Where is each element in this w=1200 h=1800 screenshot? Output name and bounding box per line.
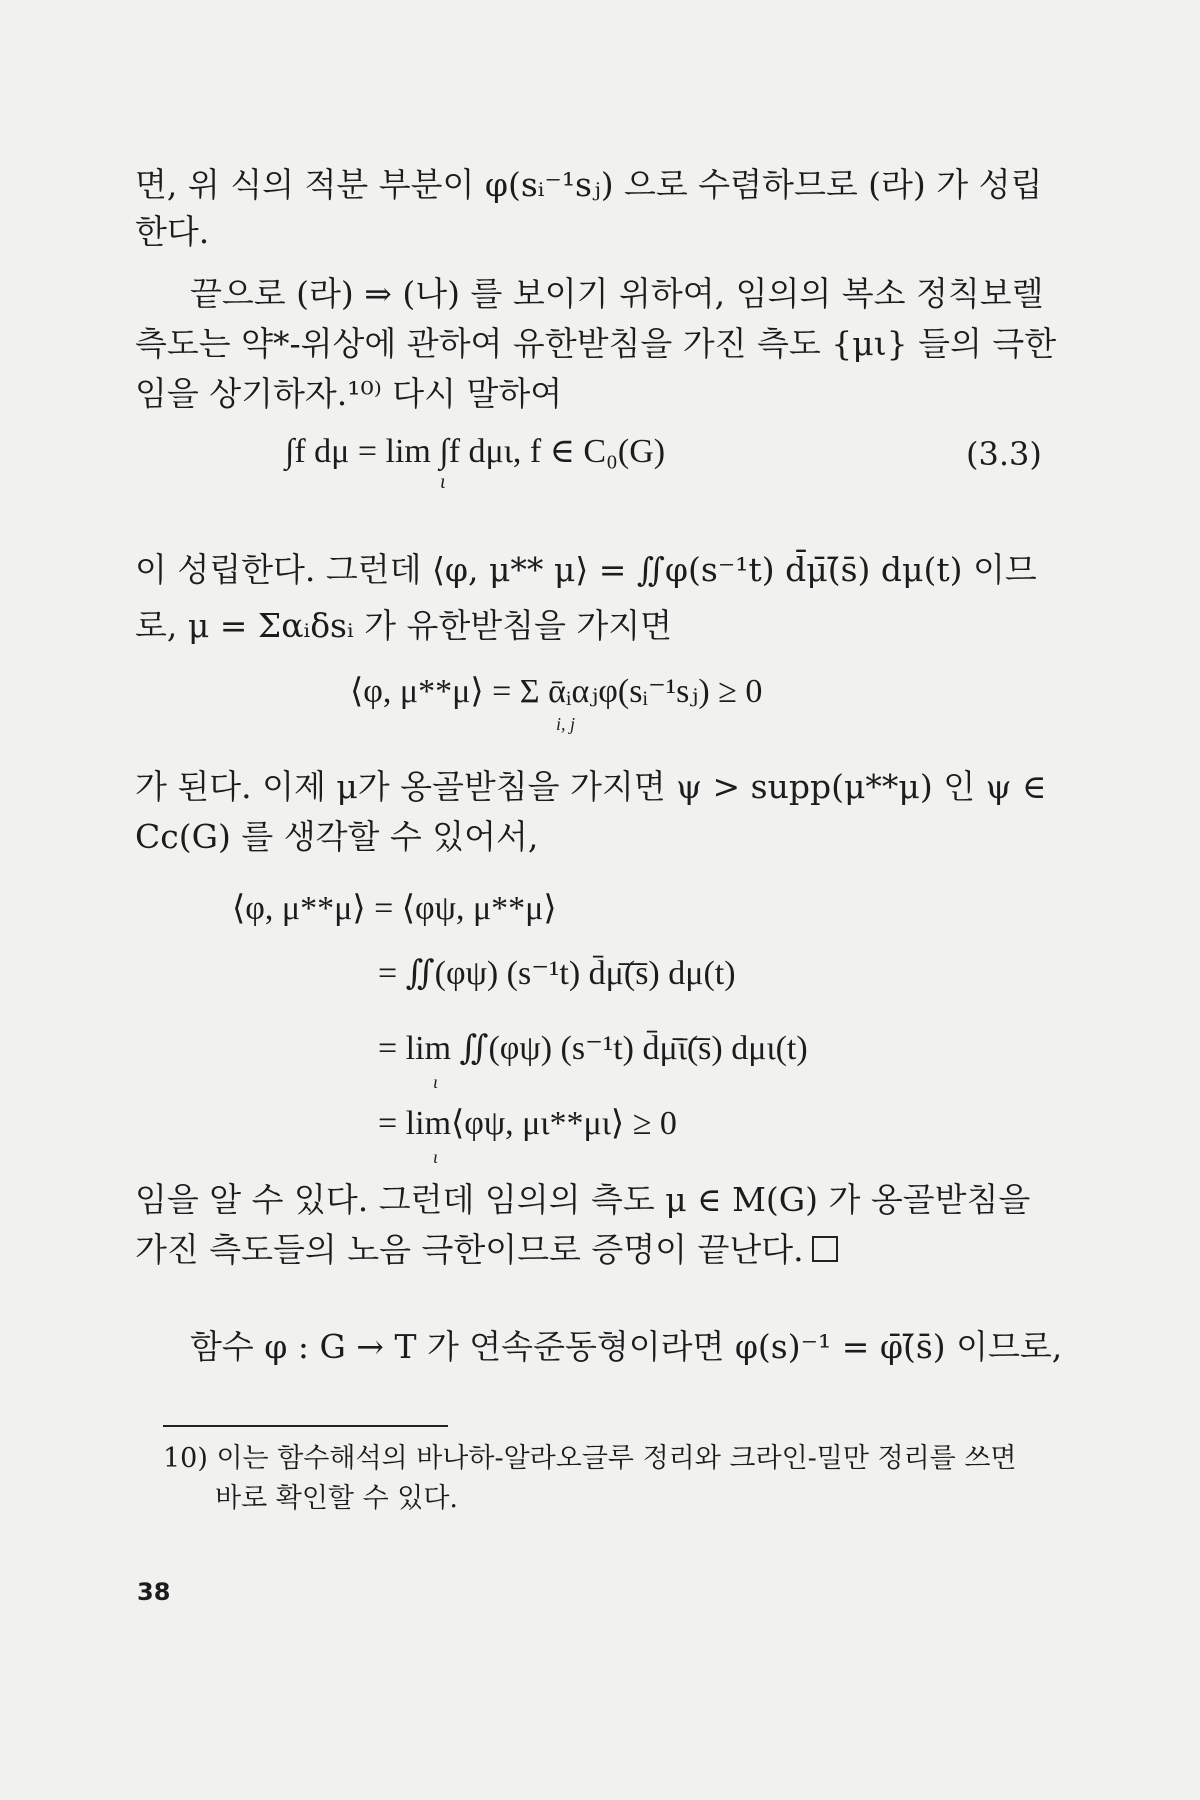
footnote-rule — [163, 1425, 448, 1427]
equation-number: (3.3) — [966, 435, 1042, 473]
limit-subscript: ι — [433, 1147, 439, 1167]
limit-subscript: ι — [433, 1072, 439, 1092]
text-line: 측도는 약*-위상에 관하여 유한받침을 가진 측도 {μι} 들의 극한 — [135, 324, 1057, 363]
text-line: 로, μ = Σαᵢδsᵢ 가 유한받침을 가지면 — [135, 606, 673, 645]
text-line: 함수 φ : G → T 가 연속준동형이라면 φ(s)⁻¹ = φ̄(̄s̄) 이므로, — [190, 1327, 1063, 1366]
sum-subscript: i, j — [556, 714, 576, 734]
text-line: 이 성립한다. 그런데 ⟨φ, μ** μ⟩ = ∬φ(s⁻¹t) d̄μ̄(̄s̄) dμ(t) 이므 — [135, 550, 1037, 589]
limit-subscript: ι — [440, 471, 446, 493]
text-line: Cc(G) 를 생각할 수 있어서, — [135, 817, 539, 856]
qed-box-icon — [812, 1236, 838, 1262]
equation-3-3-formula: ∫f dμ = lim ∫f dμι, f ∈ C₀(G) — [285, 433, 666, 470]
equation-chain-row: = lim ∬(φψ) (s⁻¹t) d̄μ̄ῑ(̄s̄) dμι(t) — [378, 1030, 808, 1067]
equation-chain-row: = lim⟨φψ, μι**μι⟩ ≥ 0 — [378, 1105, 677, 1142]
text-line: 임을 알 수 있다. 그런데 임의의 측도 μ ∈ M(G) 가 옹골받침을 — [135, 1180, 1031, 1219]
text-line: 한다. — [135, 212, 210, 251]
equation-chain-row: = ∬(φψ) (s⁻¹t) d̄μ̄(̄s̄) dμ(t) — [378, 955, 736, 992]
text-line: 끝으로 (라) ⇒ (나) 를 보이기 위하여, 임의의 복소 정칙보렐 — [190, 274, 1044, 313]
equation-chain-row: ⟨φ, μ**μ⟩ = ⟨φψ, μ**μ⟩ — [232, 890, 557, 927]
text-span: 가진 측도들의 노음 극한이므로 증명이 끝난다. — [135, 1230, 804, 1269]
text-line: 임을 상기하자.¹⁰⁾ 다시 말하여 — [135, 374, 563, 413]
text-line — [135, 1228, 1065, 1272]
footnote-line: 바로 확인할 수 있다. — [215, 1483, 458, 1514]
equation-finite-support: ⟨φ, μ**μ⟩ = Σ ᾱᵢαⱼφ(sᵢ⁻¹sⱼ) ≥ 0 — [350, 673, 763, 710]
text-line: 면, 위 식의 적분 부분이 φ(sᵢ⁻¹sⱼ) 으로 수렴하므로 (라) 가 성립 — [135, 165, 1043, 204]
text-line: 가 된다. 이제 μ가 옹골받침을 가지면 ψ > supp(μ**μ) 인 ψ ∈ — [135, 767, 1047, 806]
page-number: 38 — [137, 1578, 171, 1606]
footnote-line: 10) 이는 함수해석의 바나하-알라오글루 정리와 크라인-밀만 정리를 쓰면 — [163, 1443, 1017, 1474]
equation-3-3 — [285, 428, 665, 476]
